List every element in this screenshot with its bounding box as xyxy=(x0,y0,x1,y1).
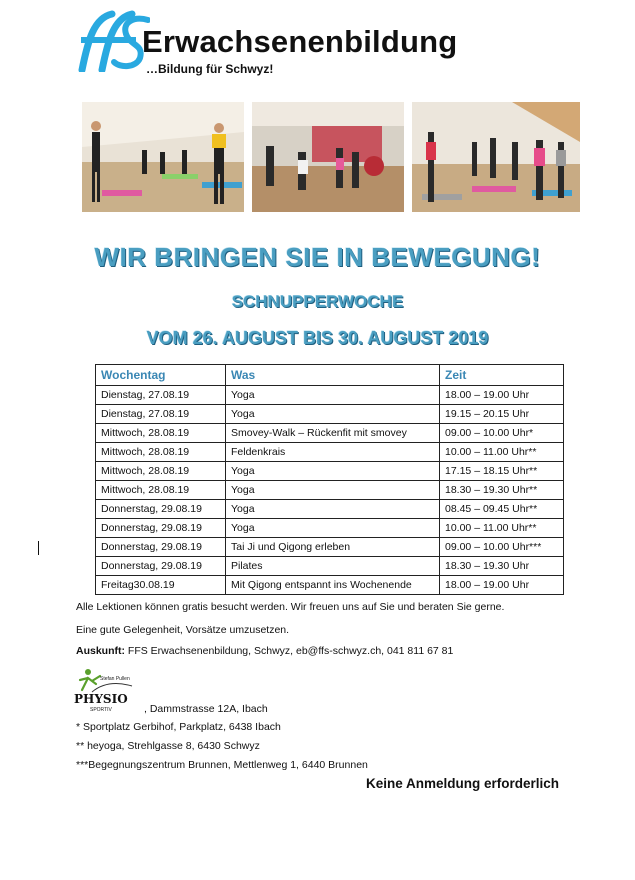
note-free: Alle Lektionen können gratis besucht werden. Wir freuen uns auf Sie und beraten Sie gerne. xyxy=(76,601,505,613)
cell-activity: Smovey-Walk – Rückenfit mit smovey xyxy=(226,424,440,443)
cell-time: 09.00 – 10.00 Uhr*** xyxy=(440,538,564,557)
physio-sportiv-logo xyxy=(74,668,140,716)
table-row xyxy=(96,424,564,443)
location-two-star: ** heyoga, Strehlgasse 8, 6430 Schwyz xyxy=(76,740,260,752)
physio-address: , Dammstrasse 12A, Ibach xyxy=(144,703,268,715)
cell-time: 18.00 – 19.00 Uhr xyxy=(440,386,564,405)
cell-activity: Yoga xyxy=(226,405,440,424)
table-row xyxy=(96,481,564,500)
photo-yoga-hall-1 xyxy=(82,102,244,212)
contact-label: Auskunft: xyxy=(76,645,125,657)
cell-weekday: Freitag30.08.19 xyxy=(96,576,226,595)
header-time: Zeit xyxy=(440,365,564,386)
table-row xyxy=(96,557,564,576)
cell-activity: Yoga xyxy=(226,386,440,405)
table-row xyxy=(96,462,564,481)
cell-time: 18.30 – 19.30 Uhr xyxy=(440,557,564,576)
cell-activity: Mit Qigong entspannt ins Wochenende xyxy=(226,576,440,595)
contact-text: FFS Erwachsenenbildung, Schwyz, eb@ffs-schwyz.ch, 041 811 67 81 xyxy=(125,645,454,657)
cell-activity: Yoga xyxy=(226,462,440,481)
cell-weekday: Donnerstag, 29.08.19 xyxy=(96,519,226,538)
brand-name: Erwachsenenbildung xyxy=(142,24,458,59)
cell-time: 18.30 – 19.30 Uhr** xyxy=(440,481,564,500)
table-row xyxy=(96,519,564,538)
text-cursor xyxy=(38,541,39,555)
brand-tagline: …Bildung für Schwyz! xyxy=(146,62,274,76)
cell-activity: Feldenkrais xyxy=(226,443,440,462)
table-header-row xyxy=(96,365,564,386)
note-opportunity: Eine gute Gelegenheit, Vorsätze umzusetzen. xyxy=(76,624,290,636)
cell-weekday: Donnerstag, 29.08.19 xyxy=(96,557,226,576)
cell-time: 10.00 – 11.00 Uhr** xyxy=(440,519,564,538)
cell-time: 19.15 – 20.15 Uhr xyxy=(440,405,564,424)
cell-weekday: Donnerstag, 29.08.19 xyxy=(96,538,226,557)
physio-owner: Stefan Pullen xyxy=(100,676,130,682)
ffs-logo-mark xyxy=(78,10,150,72)
cell-activity: Yoga xyxy=(226,481,440,500)
table-row xyxy=(96,576,564,595)
table-row xyxy=(96,500,564,519)
photo-yoga-hall-2 xyxy=(252,102,404,212)
cell-time: 10.00 – 11.00 Uhr** xyxy=(440,443,564,462)
cell-activity: Yoga xyxy=(226,500,440,519)
cell-time: 18.00 – 19.00 Uhr xyxy=(440,576,564,595)
physio-sub: SPORTIV xyxy=(90,707,112,713)
subtitle: SCHNUPPERWOCHE xyxy=(231,292,404,311)
location-one-star: * Sportplatz Gerbihof, Parkplatz, 6438 Ibach xyxy=(76,721,281,733)
physio-name: PHYSIO xyxy=(74,692,128,706)
table-row xyxy=(96,538,564,557)
photo-yoga-hall-3 xyxy=(412,102,580,212)
cell-weekday: Dienstag, 27.08.19 xyxy=(96,405,226,424)
schedule-table xyxy=(95,364,564,595)
header-activity: Was xyxy=(226,365,440,386)
cell-weekday: Mittwoch, 28.08.19 xyxy=(96,481,226,500)
cell-weekday: Mittwoch, 28.08.19 xyxy=(96,462,226,481)
table-row xyxy=(96,386,564,405)
cell-activity: Tai Ji und Qigong erleben xyxy=(226,538,440,557)
header-weekday: Wochentag xyxy=(96,365,226,386)
table-row xyxy=(96,443,564,462)
location-three-star: ***Begegnungszentrum Brunnen, Mettlenweg 1, 6440 Brunnen xyxy=(76,759,368,771)
cell-activity: Yoga xyxy=(226,519,440,538)
cell-weekday: Dienstag, 27.08.19 xyxy=(96,386,226,405)
cell-activity: Pilates xyxy=(226,557,440,576)
no-registration-note: Keine Anmeldung erforderlich xyxy=(366,776,560,791)
cell-time: 08.45 – 09.45 Uhr** xyxy=(440,500,564,519)
cell-weekday: Mittwoch, 28.08.19 xyxy=(96,424,226,443)
cell-weekday: Mittwoch, 28.08.19 xyxy=(96,443,226,462)
note-contact xyxy=(76,645,453,657)
cell-weekday: Donnerstag, 29.08.19 xyxy=(96,500,226,519)
ffs-logo xyxy=(78,10,498,80)
cell-time: 09.00 – 10.00 Uhr* xyxy=(440,424,564,443)
headline: WIR BRINGEN SIE IN BEWEGUNG! xyxy=(94,242,541,272)
table-row xyxy=(96,405,564,424)
date-range: VOM 26. AUGUST BIS 30. AUGUST 2019 xyxy=(146,328,489,348)
cell-time: 17.15 – 18.15 Uhr** xyxy=(440,462,564,481)
